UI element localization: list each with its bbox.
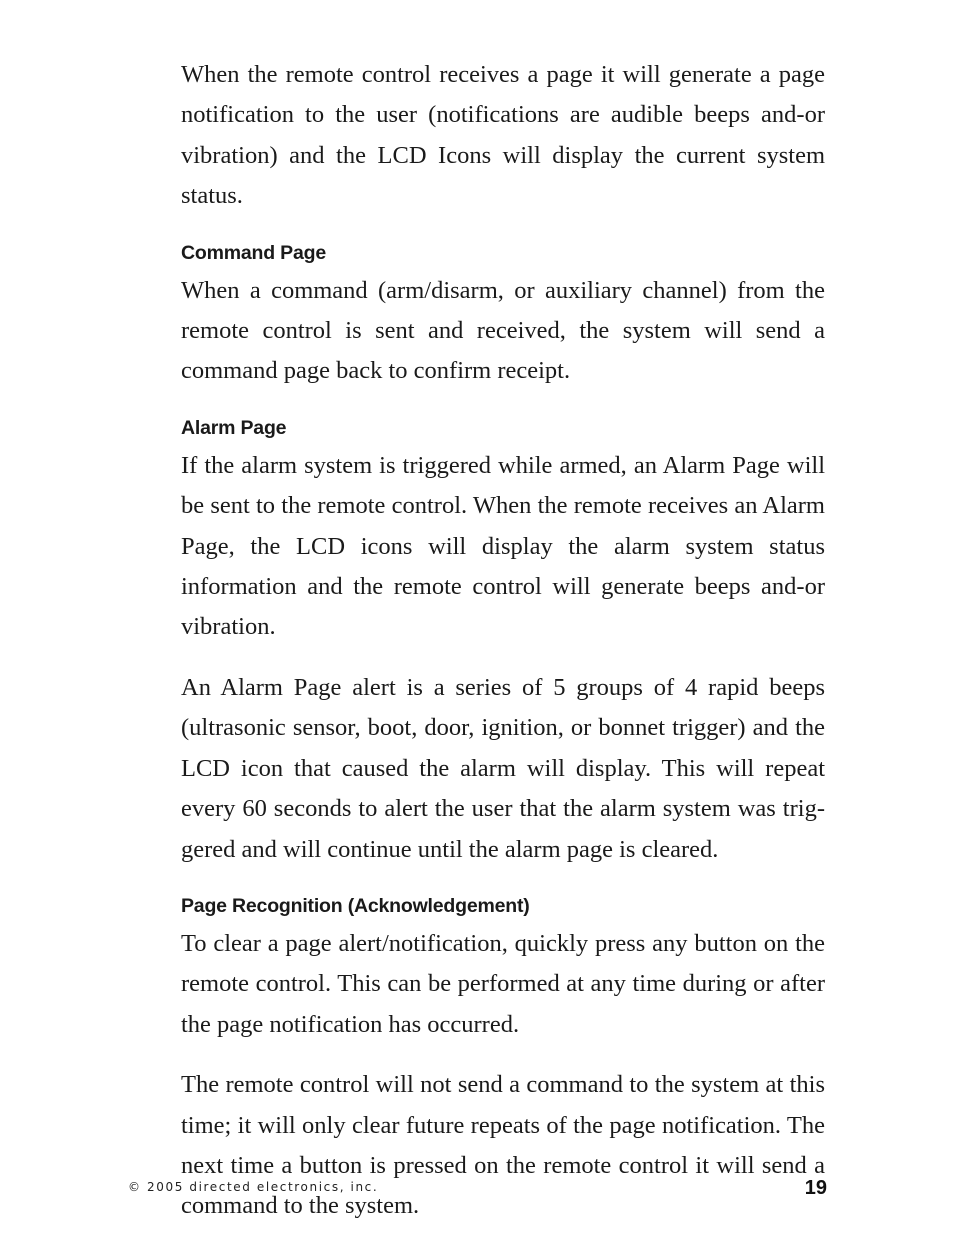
alarm-page-paragraph-2: An Alarm Page alert is a series of 5 groups of 4 rapid beeps (ultrasonic sensor, boot, door, ignition, or bonnet trigger) and the LCD icon that caused the alarm will display. This will repeat every 60 seconds to alert the user that the alarm system was triggered and will continue until the alarm page is cleared. — [181, 673, 825, 863]
copyright-footer: © 2005 directed electronics, inc. — [128, 1180, 379, 1194]
page-number: 19 — [804, 1177, 827, 1199]
heading-alarm-page: Alarm Page — [181, 416, 287, 439]
heading-command-page: Command Page — [181, 241, 326, 264]
alarm-page-paragraph-1: If the alarm system is triggered while armed, an Alarm Page will be sent to the remote control. When the remote receives an Alarm Page, the LCD icons will display the alarm system status information and the remote control will generate beeps and-or vibration. — [181, 451, 825, 641]
page-body — [181, 55, 825, 1227]
page-recognition-paragraph-1: To clear a page alert/notification, quickly press any button on the remote control. This can be performed at any time during or after the page notification has occurred. — [181, 929, 825, 1038]
heading-page-recognition: Page Recognition (Acknowledgement) — [181, 894, 530, 917]
intro-paragraph: When the remote control receives a page it will generate a page notification to the user (notifications are audible beeps and-or vibration) and the LCD Icons will display the current system status. — [181, 61, 825, 210]
page-recognition-paragraph-2: The remote control will not send a command to the system at this time; it will only clear future repeats of the page notification. The next time a button is pressed on the remote control it will send a command to the system. — [181, 1071, 825, 1220]
command-page-paragraph: When a command (arm/disarm, or auxiliary channel) from the remote control is sent and received, the system will send a command page back to confirm receipt. — [181, 276, 825, 385]
